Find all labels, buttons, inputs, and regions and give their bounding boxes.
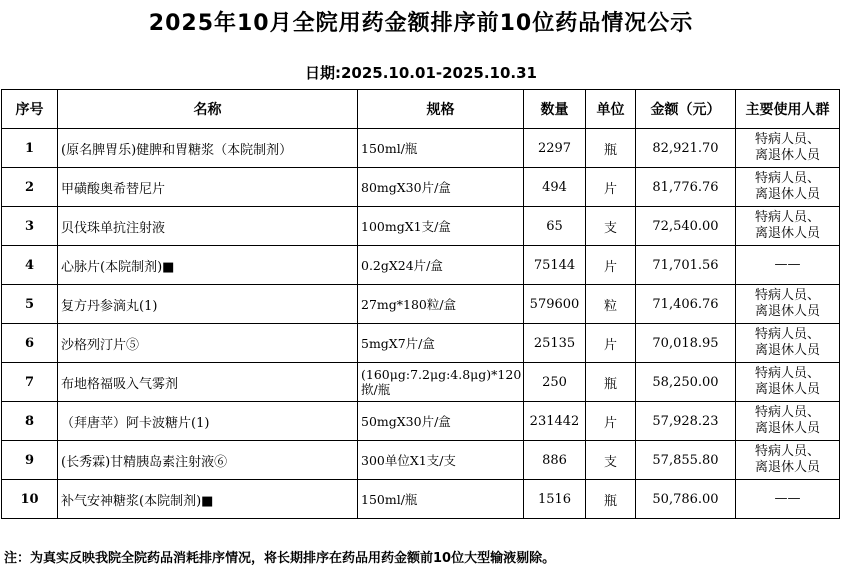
row-qty: 1516 bbox=[524, 480, 586, 519]
row-no: 6 bbox=[2, 324, 58, 363]
drug-ranking-table bbox=[1, 89, 840, 519]
row-no: 2 bbox=[2, 168, 58, 207]
row-unit: 瓶 bbox=[586, 480, 636, 519]
row-group-line1: 特病人员、 bbox=[754, 366, 820, 381]
row-group bbox=[736, 129, 840, 168]
row-group-line2: 离退休人员 bbox=[754, 343, 820, 358]
table-row bbox=[2, 285, 840, 324]
row-name: （拜唐苹）阿卡波糖片(1) bbox=[58, 402, 358, 441]
row-unit: 片 bbox=[586, 168, 636, 207]
row-spec: 300单位X1支/支 bbox=[358, 441, 524, 480]
table-row bbox=[2, 207, 840, 246]
row-name: 复方丹参滴丸(1) bbox=[58, 285, 358, 324]
table-row bbox=[2, 246, 840, 285]
row-no: 10 bbox=[2, 480, 58, 519]
row-unit: 瓶 bbox=[586, 129, 636, 168]
header-amount: 金额（元） bbox=[636, 90, 736, 129]
row-spec: 150ml/瓶 bbox=[358, 129, 524, 168]
row-name: (长秀霖)甘精胰岛素注射液⑥ bbox=[58, 441, 358, 480]
row-no: 8 bbox=[2, 402, 58, 441]
row-group-line1: 特病人员、 bbox=[754, 132, 820, 147]
row-amount: 58,250.00 bbox=[636, 363, 736, 402]
row-unit: 粒 bbox=[586, 285, 636, 324]
row-group-line1: —— bbox=[774, 491, 801, 506]
row-spec: 100mgX1支/盒 bbox=[358, 207, 524, 246]
row-group-line1: 特病人员、 bbox=[754, 327, 820, 342]
row-name: 布地格福吸入气雾剂 bbox=[58, 363, 358, 402]
row-group bbox=[736, 480, 840, 519]
row-qty: 250 bbox=[524, 363, 586, 402]
row-unit: 支 bbox=[586, 441, 636, 480]
row-amount: 82,921.70 bbox=[636, 129, 736, 168]
header-name: 名称 bbox=[58, 90, 358, 129]
table-row bbox=[2, 441, 840, 480]
row-unit: 片 bbox=[586, 246, 636, 285]
row-qty: 494 bbox=[524, 168, 586, 207]
date-range: 日期:2025.10.01-2025.10.31 bbox=[304, 64, 537, 82]
row-qty: 25135 bbox=[524, 324, 586, 363]
table-row bbox=[2, 168, 840, 207]
table-row bbox=[2, 480, 840, 519]
row-group-line2: 离退休人员 bbox=[754, 304, 820, 319]
row-amount: 57,928.23 bbox=[636, 402, 736, 441]
row-no: 3 bbox=[2, 207, 58, 246]
row-group bbox=[736, 324, 840, 363]
row-unit: 支 bbox=[586, 207, 636, 246]
row-spec: 150ml/瓶 bbox=[358, 480, 524, 519]
row-group-line1: 特病人员、 bbox=[754, 210, 820, 225]
row-spec: 0.2gX24片/盒 bbox=[358, 246, 524, 285]
row-no: 9 bbox=[2, 441, 58, 480]
row-group bbox=[736, 285, 840, 324]
row-spec: 80mgX30片/盒 bbox=[358, 168, 524, 207]
row-group-line2: 离退休人员 bbox=[754, 421, 820, 436]
header-group: 主要使用人群 bbox=[736, 90, 840, 129]
table-row bbox=[2, 363, 840, 402]
header-unit: 单位 bbox=[586, 90, 636, 129]
row-group-line2: 离退休人员 bbox=[754, 148, 820, 163]
header-qty: 数量 bbox=[524, 90, 586, 129]
row-group-line2: 离退休人员 bbox=[754, 226, 820, 241]
header-no: 序号 bbox=[2, 90, 58, 129]
row-qty: 579600 bbox=[524, 285, 586, 324]
row-group-line1: 特病人员、 bbox=[754, 444, 820, 459]
row-unit: 片 bbox=[586, 402, 636, 441]
row-name: 补气安神糖浆(本院制剂)■ bbox=[58, 480, 358, 519]
footnote: 注：为真实反映我院全院药品消耗排序情况，将长期排序在药品用药金额前10位大型输液剔除。 bbox=[4, 551, 556, 566]
row-spec: 50mgX30片/盒 bbox=[358, 402, 524, 441]
row-no: 4 bbox=[2, 246, 58, 285]
row-no: 1 bbox=[2, 129, 58, 168]
row-qty: 886 bbox=[524, 441, 586, 480]
row-qty: 75144 bbox=[524, 246, 586, 285]
row-name: 甲磺酸奥希替尼片 bbox=[58, 168, 358, 207]
row-name: 沙格列汀片⑤ bbox=[58, 324, 358, 363]
row-amount: 81,776.76 bbox=[636, 168, 736, 207]
row-group bbox=[736, 207, 840, 246]
row-group-line1: 特病人员、 bbox=[754, 405, 820, 420]
row-unit: 片 bbox=[586, 324, 636, 363]
row-qty: 65 bbox=[524, 207, 586, 246]
row-spec: 5mgX7片/盒 bbox=[358, 324, 524, 363]
row-group bbox=[736, 246, 840, 285]
row-group bbox=[736, 168, 840, 207]
row-qty: 231442 bbox=[524, 402, 586, 441]
table-header-row bbox=[2, 90, 840, 129]
row-group bbox=[736, 441, 840, 480]
row-amount: 50,786.00 bbox=[636, 480, 736, 519]
table-row bbox=[2, 324, 840, 363]
row-group-line2: 离退休人员 bbox=[754, 187, 820, 202]
row-group bbox=[736, 363, 840, 402]
table-row bbox=[2, 402, 840, 441]
row-group-line2: 离退休人员 bbox=[754, 382, 820, 397]
row-no: 7 bbox=[2, 363, 58, 402]
row-group-line1: —— bbox=[774, 257, 801, 272]
row-group-line1: 特病人员、 bbox=[754, 171, 820, 186]
row-amount: 57,855.80 bbox=[636, 441, 736, 480]
row-amount: 71,701.56 bbox=[636, 246, 736, 285]
row-amount: 71,406.76 bbox=[636, 285, 736, 324]
row-group-line1: 特病人员、 bbox=[754, 288, 820, 303]
row-amount: 70,018.95 bbox=[636, 324, 736, 363]
row-qty: 2297 bbox=[524, 129, 586, 168]
row-spec: 27mg*180粒/盒 bbox=[358, 285, 524, 324]
header-spec: 规格 bbox=[358, 90, 524, 129]
row-name: 贝伐珠单抗注射液 bbox=[58, 207, 358, 246]
row-spec: (160μg:7.2μg:4.8μg)*120揿/瓶 bbox=[358, 363, 524, 402]
row-group bbox=[736, 402, 840, 441]
page-title: 2025年10月全院用药金额排序前10位药品情况公示 bbox=[148, 11, 694, 36]
row-name: 心脉片(本院制剂)■ bbox=[58, 246, 358, 285]
row-no: 5 bbox=[2, 285, 58, 324]
row-group-line2: 离退休人员 bbox=[754, 460, 820, 475]
row-name: (原名脾胃乐)健脾和胃糖浆（本院制剂） bbox=[58, 129, 358, 168]
table-row bbox=[2, 129, 840, 168]
row-unit: 瓶 bbox=[586, 363, 636, 402]
row-amount: 72,540.00 bbox=[636, 207, 736, 246]
